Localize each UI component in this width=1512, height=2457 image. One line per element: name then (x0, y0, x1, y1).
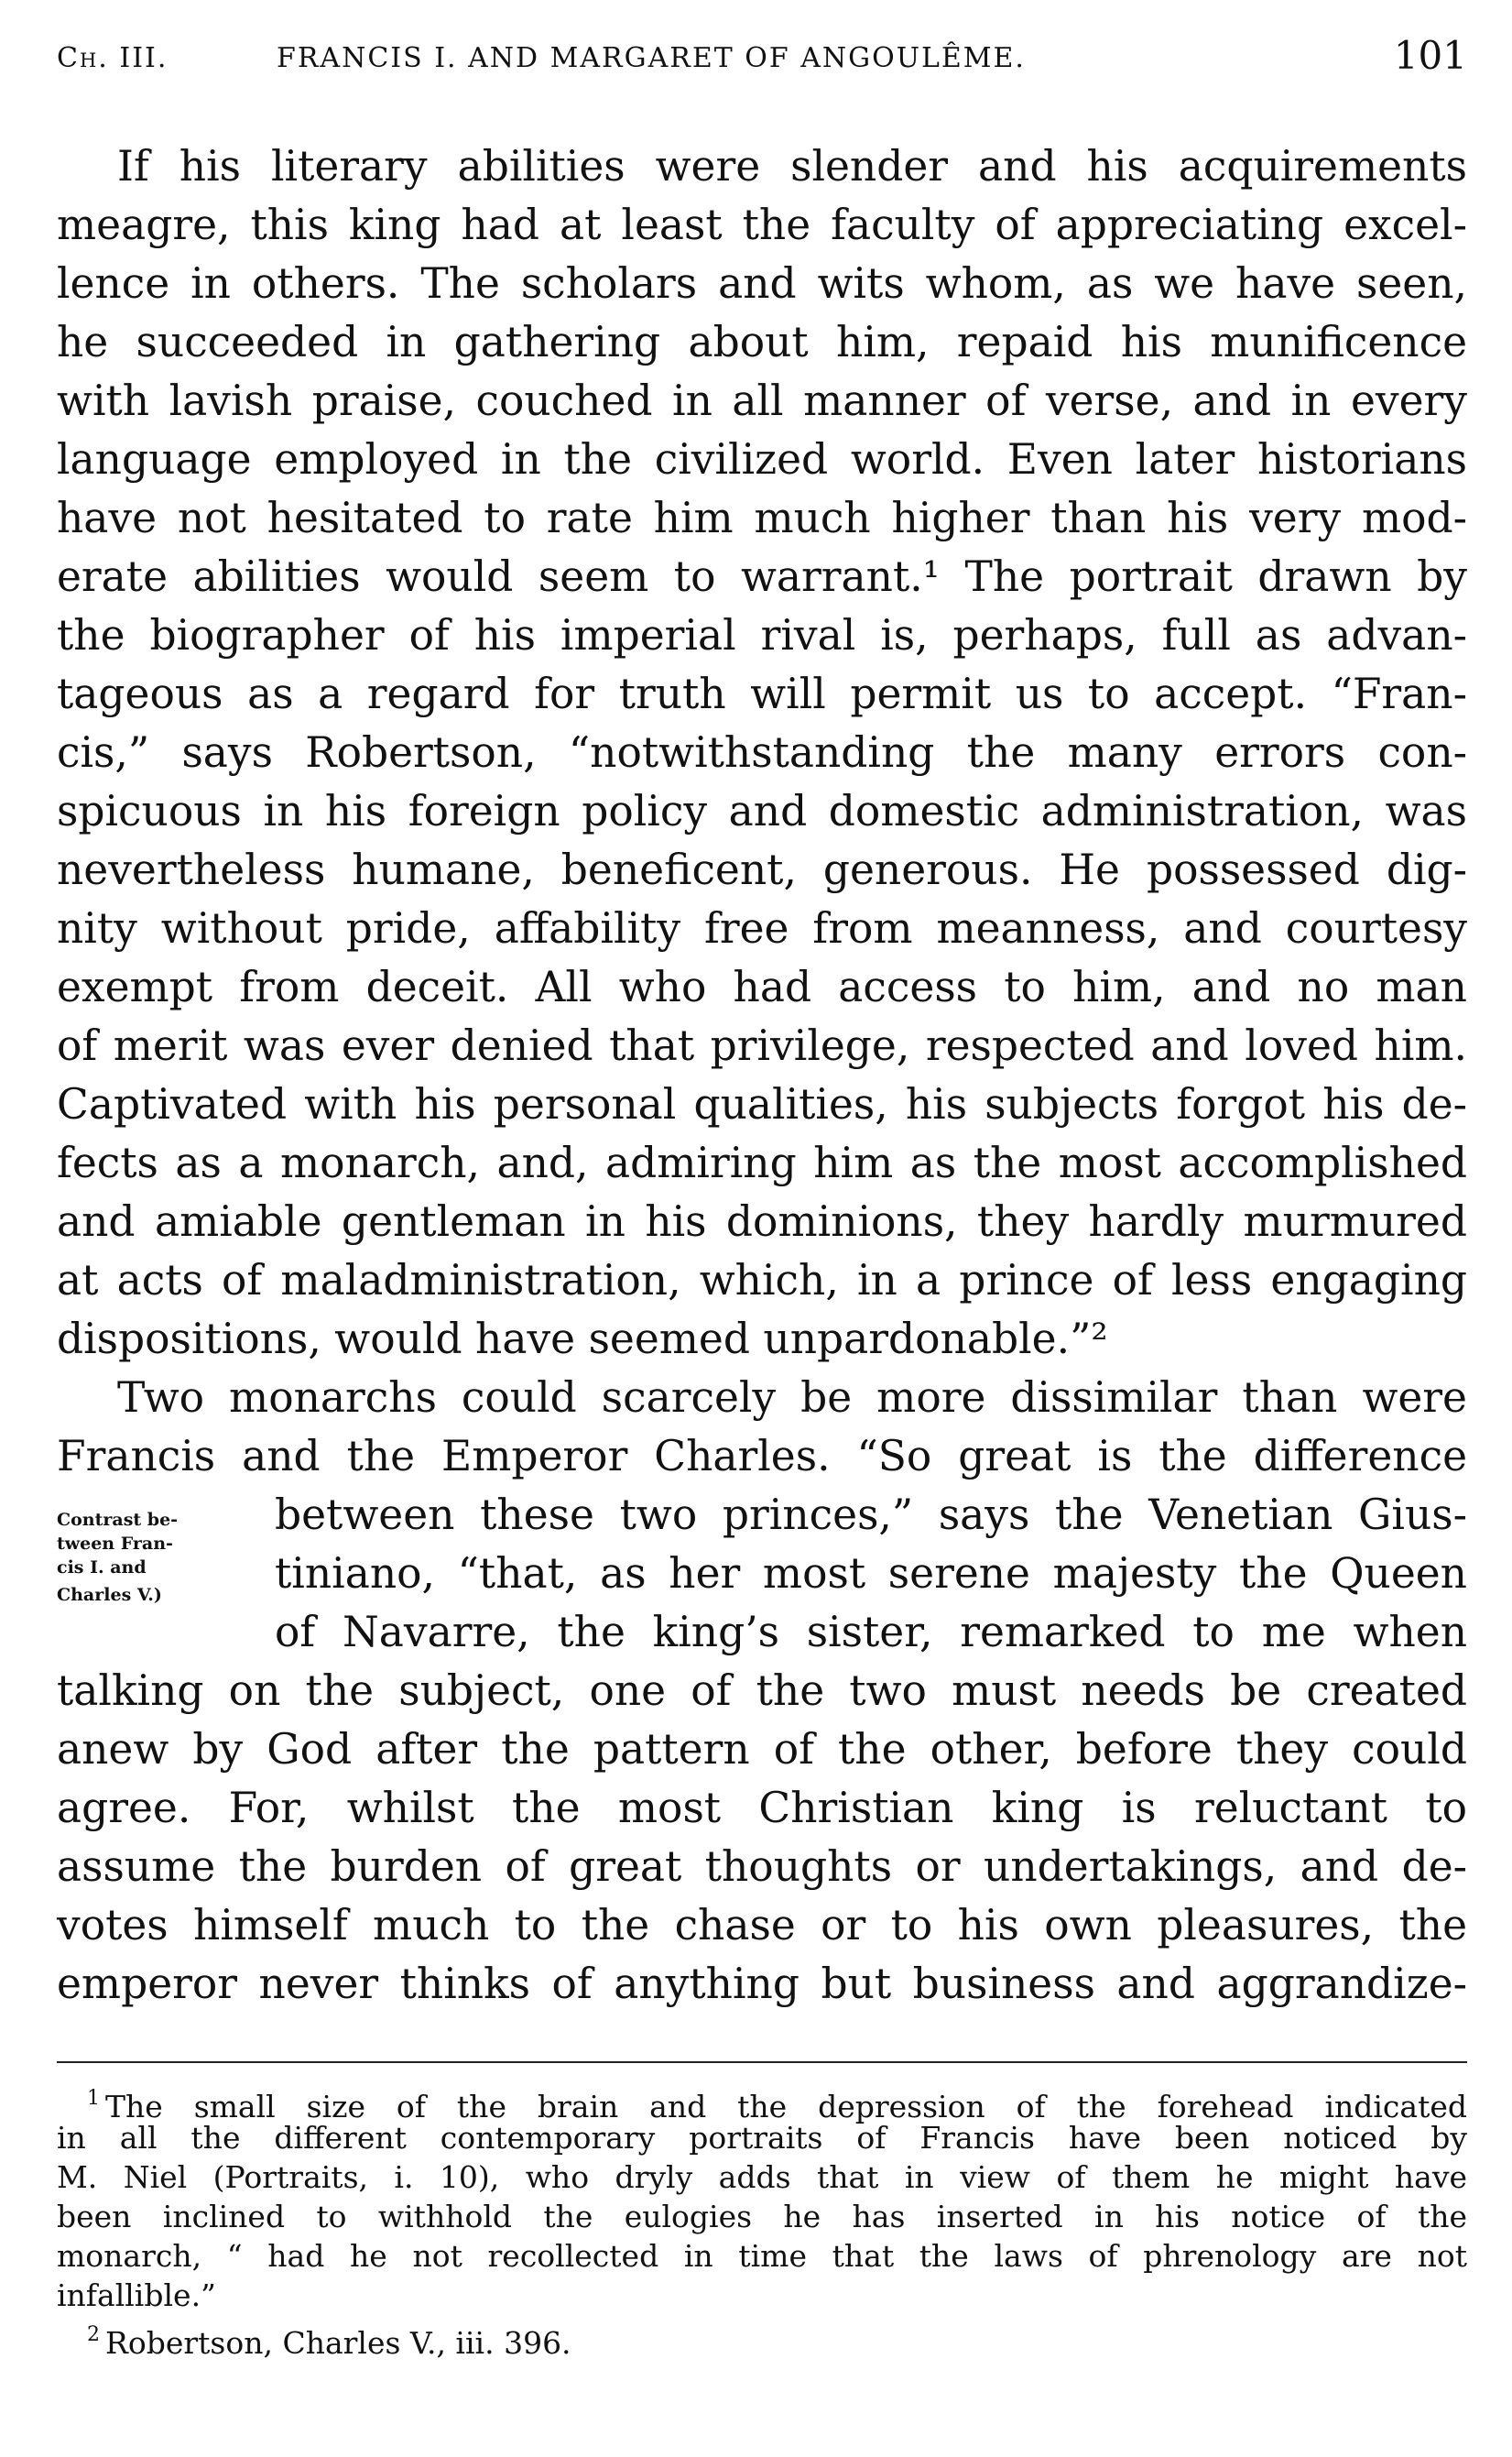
text-line: tageous as a regard for truth will permit us to accept. “Fran- (57, 670, 1467, 718)
text-line: Captivated with his personal qualities, his subjects forgot his de- (57, 1080, 1467, 1129)
text-line: Francis and the Emperor Charles. “So great is the difference (57, 1432, 1467, 1480)
text-line: talking on the subject, one of the two must needs be created (57, 1666, 1467, 1715)
footnote-line: monarch, “ had he not recollected in time that the laws of phrenology are not (57, 2238, 1467, 2274)
text-line: assume the burden of great thoughts or undertakings, and de- (57, 1842, 1467, 1891)
text-line: emperor never thinks of anything but business and aggrandize- (57, 1960, 1467, 2008)
footnote-line: infallible.” (57, 2277, 216, 2313)
text-line: dispositions, would have seemed unpardonable.”² (57, 1315, 1108, 1363)
text-line: exempt from deceit. All who had access to him, and no man (57, 963, 1467, 1011)
text-line: of merit was ever denied that privilege, respected and loved him. (57, 1021, 1467, 1070)
text-line: erate abilities would seem to warrant.¹ The portrait drawn by (57, 552, 1467, 601)
text-line: Two monarchs could scarcely be more dissimilar than were (117, 1373, 1467, 1422)
text-line: have not hesitated to rate him much higher than his very mod- (57, 494, 1467, 542)
text-line: nity without pride, affability free from meanness, and courtesy (57, 904, 1467, 953)
text-line: spicuous in his foreign policy and domestic administration, was (57, 787, 1467, 835)
text-line: meagre, this king had at least the faculty of appreciating excel- (57, 201, 1467, 249)
running-title: FRANCIS I. AND MARGARET OF ANGOULÊME. (277, 42, 1026, 74)
page-number: 101 (1393, 33, 1467, 78)
text-line: anew by God after the pattern of the other, before they could (57, 1725, 1467, 1774)
footnote-line (87, 2316, 1467, 2363)
running-head (57, 33, 1467, 88)
footnote-text: Robertson, Charles V., iii. 396. (105, 2325, 571, 2361)
text-line: he succeeded in gathering about him, repaid his munificence (57, 318, 1467, 366)
sidenote-line: cis I. and (57, 1557, 147, 1578)
sidenote-line: Charles V.) (57, 1585, 162, 1605)
footnote-line: in all the different contemporary portraits of Francis have been noticed by (57, 2120, 1467, 2156)
footnote-line: M. Niel (Portraits, i. 10), who dryly adds that in view of them he might have (57, 2159, 1467, 2195)
sidenote-line: Contrast be- (57, 1510, 179, 1530)
text-line: votes himself much to the chase or to his own pleasures, the (57, 1901, 1467, 1949)
text-line: language employed in the civilized world. Even later historians (57, 435, 1467, 484)
text-line: fects as a monarch, and, admiring him as the most accomplished (57, 1139, 1467, 1187)
footnote-marker: 2 (87, 2323, 100, 2346)
sidenote-line: tween Fran- (57, 1534, 173, 1554)
text-line: agree. For, whilst the most Christian king is reluctant to (57, 1784, 1467, 1832)
text-line: lence in others. The scholars and wits whom, as we have seen, (57, 259, 1467, 308)
chapter-label: Ch. III. (57, 42, 169, 74)
text-line: and amiable gentleman in his dominions, they hardly murmured (57, 1197, 1467, 1246)
footnote-line: been inclined to withhold the eulogies he has inserted in his notice of the (57, 2199, 1467, 2234)
text-line: of Navarre, the king’s sister, remarked to me when (275, 1608, 1467, 1656)
footnote-rule (57, 2061, 1467, 2063)
text-line: with lavish praise, couched in all manner of verse, and in every (57, 377, 1467, 425)
text-line: between these two princes,” says the Venetian Gius- (275, 1491, 1467, 1539)
text-line: If his literary abilities were slender and his acquirements (117, 142, 1467, 191)
text-line: at acts of maladministration, which, in a prince of less engaging (57, 1256, 1467, 1305)
text-line: nevertheless humane, beneficent, generous. He possessed dig- (57, 846, 1467, 894)
text-line: the biographer of his imperial rival is, perhaps, full as advan- (57, 611, 1467, 660)
text-line: cis,” says Robertson, “notwithstanding the many errors con- (57, 728, 1467, 777)
text-line: tiniano, “that, as her most serene majesty the Queen (275, 1549, 1467, 1598)
footnote-marker: 1 (87, 2087, 100, 2110)
footnote-text: The small size of the brain and the depression of the forehead indicated (105, 2089, 1467, 2124)
